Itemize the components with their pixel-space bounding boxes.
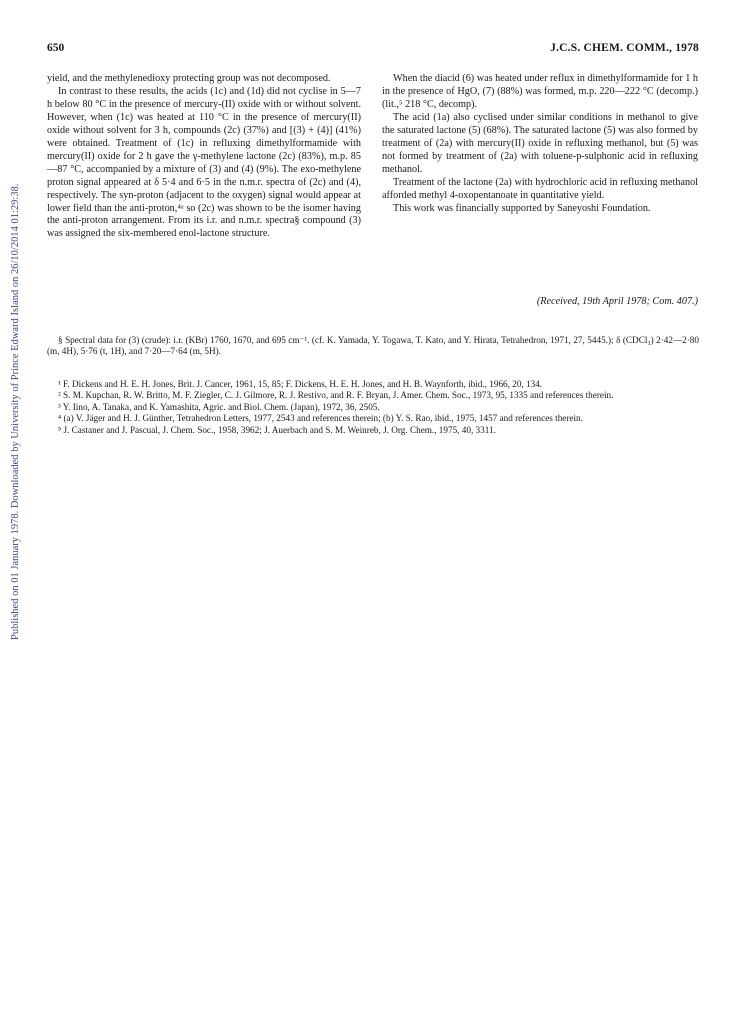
reference-item: ¹ F. Dickens and H. E. H. Jones, Brit. J. Cancer, 1961, 15, 85; F. Dickens, H. E. H. Jones, and H. B. Waynforth, ibid., 1966, 20, 134.: [58, 379, 543, 389]
download-citation-text: Published on 01 January 1978. Downloaded by University of Prince Edward Island on 26/10/2014 01:29:38.: [10, 183, 21, 640]
right-paragraph-4: This work was financially supported by Saneyoshi Foundation.: [393, 202, 651, 214]
spectral-note: § Spectral data for (3) (crude): i.r. (KBr) 1760, 1670, and 695 cm⁻¹. (cf. K. Yamada, Y. Togawa, T. Kato, and Y. Hirata, Tetrahedron, 1971, 27, 5445.); δ (CDCl₃) 2·42—2·80 (m, 4H), 5·76 (t, 1H), and 7·20—7·64 (m, 5H).: [47, 335, 699, 357]
reference-item: ² S. M. Kupchan, R. W. Britto, M. F. Ziegler, C. J. Gilmore, R. J. Restivo, and R. F. Bryan, J. Amer. Chem. Soc., 1973, 95, 1335 and references therein.: [58, 390, 614, 401]
reference-list: [47, 379, 699, 436]
right-paragraph-2: The acid (1a) also cyclised under similar conditions in methanol to give the saturated lactone (5) (68%). The saturated lactone (5) was also formed by treatment of (2a) with mercury(II) oxide in refluxing methanol, but (5) was not formed by treatment of (2a) with toluene-p-sulphonic acid in refluxing methanol.: [382, 111, 698, 175]
left-column: [47, 73, 361, 241]
right-column: [382, 73, 698, 215]
received-date: (Received, 19th April 1978; Com. 407.): [536, 296, 698, 307]
reference-item: ⁵ J. Castaner and J. Pascual, J. Chem. Soc., 1958, 3962; J. Auerbach and S. M. Weinreb, J. Org. Chem., 1975, 40, 3311.: [58, 424, 496, 435]
page-number: 650: [47, 42, 65, 54]
journal-title: J.C.S. CHEM. COMM., 1978: [550, 42, 699, 54]
download-watermark: [0, 160, 20, 640]
right-paragraph-3: Treatment of the lactone (2a) with hydrochloric acid in refluxing methanol afforded methyl 4-oxopentanoate in quantitative yield.: [382, 176, 698, 201]
spectral-data-footnote: [47, 335, 699, 358]
reference-item: ³ Y. Iino, A. Tanaka, and K. Yamashita, Agric. and Biol. Chem. (Japan), 1972, 36, 2505.: [58, 401, 380, 412]
page-header: [47, 42, 699, 58]
reference-item: ⁴ (a) V. Jäger and H. J. Günther, Tetrahedron Letters, 1977, 2543 and references therein; (b) Y. S. Rao, ibid., 1975, 1457 and references therein.: [58, 413, 583, 424]
right-paragraph-1: When the diacid (6) was heated under reflux in dimethylformamide for 1 h in the presence of HgO, (7) (88%) was formed, m.p. 220—222 °C (decomp.) (lit.,⁵ 218 °C, decomp).: [382, 73, 698, 110]
left-paragraph-1: yield, and the methylenedioxy protecting group was not decomposed.: [47, 73, 331, 84]
left-paragraph-2: In contrast to these results, the acids (1c) and (1d) did not cyclise in 5—7 h below 80 °C in the presence of mercury-(II) oxide with or without solvent. However, when (1c) was heated at 110 °C in the presence of mercury(II) oxide without solvent for 3 h, compounds (2c) (37%) and [(3) + (4)] (41%) were obtained. Treatment of (1c) in refluxing dimethylformamide with mercury(II) oxide for 2 h gave the γ-methylene lactone (2c) (83%), m.p. 85—87 °C, accompanied by a mixture of (3) and (4) (9%). The exo-methylene proton signal appeared at δ 5·4 and 6·5 in the n.m.r. spectra of (2c) and (4), respectively. The syn-proton (adjacent to the oxygen) signal would appear at lower field than the anti-proton,⁴ᵃ so (2c) was shown to be the isomer having the anti-proton arrangement. From its i.r. and n.m.r. spectra§ compound (3) was assigned the six-membered enol-lactone structure.: [47, 85, 361, 240]
